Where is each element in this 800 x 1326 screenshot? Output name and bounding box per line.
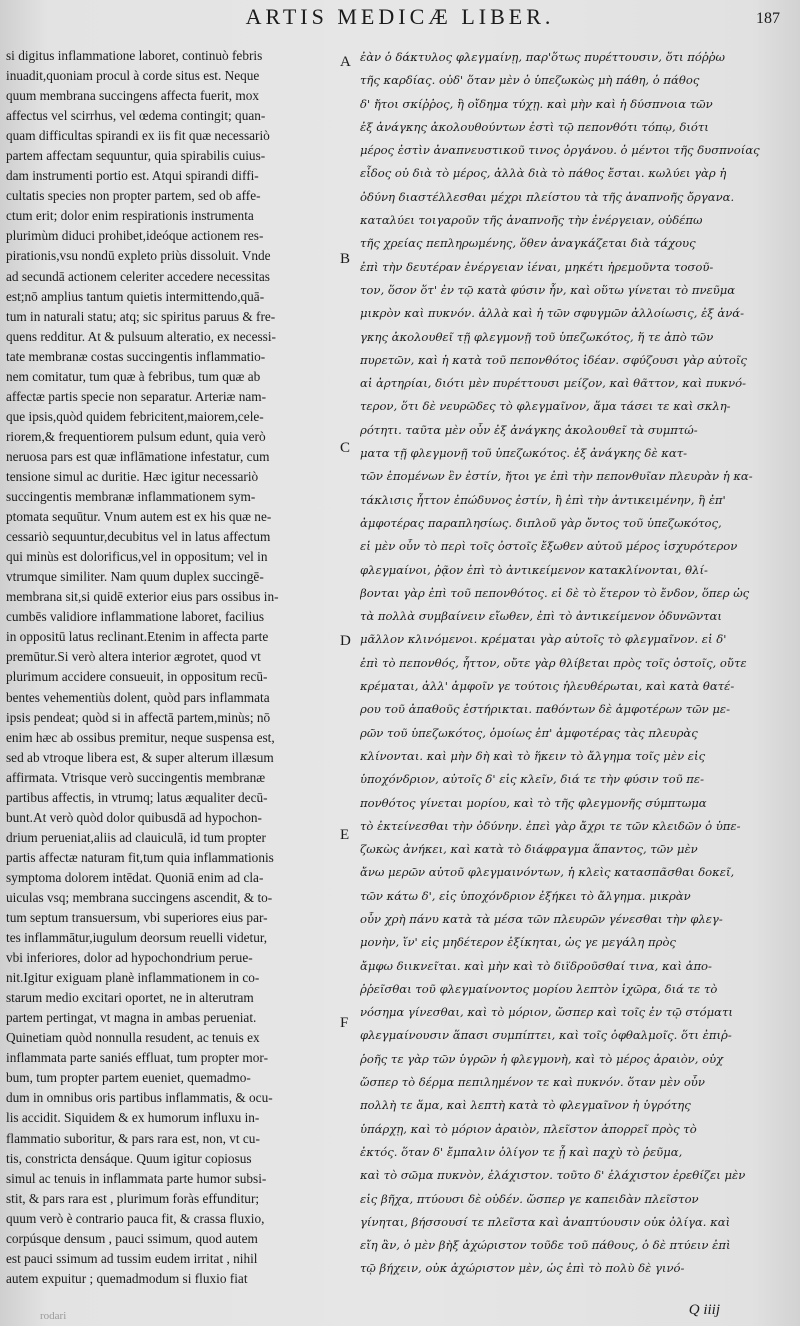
- greek-text-line: εἰς βῆχα, πτύουσι δὲ οὐδέν. ὥσπερ γε καπειδὰν πλεῖστον: [360, 1191, 699, 1206]
- greek-text-line: ἐξ ἀνάγκης ἀκολουθούντων ἐστὶ τῷ πεπονθότι τόπῳ, διότι: [360, 119, 709, 134]
- greek-text-line: μικρὸν καὶ πυκνόν. ἀλλὰ καὶ ἡ τῶν σφυγμῶν ἀλλοίωσις, ἐξ ἀνά-: [360, 306, 745, 321]
- latin-text-line: sed ab vtroque libera est, & super alterum illæsum: [6, 749, 274, 765]
- greek-text-line: ἐπὶ τὴν δευτέραν ἐνέργειαν ἰέναι, μηκέτι ἠρεμοῦντα τοσοῦ-: [360, 259, 714, 274]
- greek-text-line: τῷ βήχειν, οὐκ ἀχώριστον μὲν, ὡς ἐπὶ τὸ πολὺ δὲ γινό-: [360, 1261, 685, 1276]
- latin-text-line: dam instrumenti portio est. Atqui spirandi diffi-: [6, 168, 259, 184]
- margin-marker-c: C: [340, 440, 351, 456]
- greek-text-line: τῆς χρείας πεπληρωμένης, ὅθεν ἀναγκάζεται διὰ τάχους: [360, 236, 696, 251]
- latin-text-line: inflammata parte saniés effluat, tum propter mor-: [6, 1050, 269, 1066]
- latin-text-line: Quinetiam quòd nonnulla resudent, ac tenuis ex: [6, 1030, 260, 1046]
- latin-text-line: affectus vel scirrhus, vel œdema contingit; quan-: [6, 108, 266, 124]
- latin-text-line: ctum erit; dolor enim respirationis instrumenta: [6, 208, 254, 224]
- greek-text-line: βονται γὰρ ἐπὶ τοῦ πεπονθότος. εἰ δὲ τὸ ἕτερον τὸ ἔνδον, ὅπερ ὡς: [360, 585, 750, 600]
- latin-text-line: lis accidit. Siquidem & ex humorum influxu in-: [6, 1110, 260, 1126]
- latin-text-line: quum verò è contrario pauca fit, & crassa fluxio,: [6, 1210, 265, 1226]
- latin-text-line: partibus affectis, in vtrumq; latus æqualiter decū-: [6, 789, 268, 805]
- latin-text-line: que ipsis,quòd quidem febricitent,maiorem,cele-: [6, 408, 264, 424]
- greek-text-line: ζωκὼς ἀνήκει, καὶ κατὰ τὸ διάφραγμα ἅπαντος, τῶν μὲν: [360, 842, 698, 857]
- greek-text-line: ἄνω μερῶν αὐτοῦ φλεγμαινόντων, ἡ κλεὶς κατασπᾶσθαι δοκεῖ,: [360, 865, 735, 880]
- latin-text-line: succingentis membranæ inflammationem sym-: [6, 489, 256, 505]
- greek-text-line: τον, ὅσον ὅτ' ἐν τῷ κατὰ φύσιν ἦν, καὶ οὕτω γίνεται τὸ πνεῦμα: [360, 282, 736, 297]
- greek-text-line: κλίνονται. καὶ μὴν δὴ καὶ τὸ ἥκειν τὸ ἄλγημα τοῖς μὲν εἰς: [360, 748, 706, 763]
- latin-text-line: tis, constricta densáque. Quum igitur copiosus: [6, 1150, 252, 1166]
- latin-text-line: quam difficultas spirandi ex iis fit quæ necessariò: [6, 128, 270, 144]
- greek-text-line: τὸ ἐκτείνεσθαι τὴν ὀδύνην. ἐπεὶ γὰρ ἄχρι τε τῶν κλειδῶν ὁ ὑπε-: [360, 818, 741, 833]
- greek-text-line: εἰ μὲν οὖν τὸ περὶ τοῖς ὀστοῖς ἔξωθεν αὐτοῦ μέρος ἰσχυρότερον: [360, 539, 738, 554]
- greek-text-line: τῶν κάτω δ', εἰς ὑποχόνδριον ἐξήκει τὸ ἄλγημα. μικρὰν: [360, 888, 691, 903]
- latin-text-line: bum, tum propter partem eueniet, quemadmo-: [6, 1070, 251, 1086]
- latin-text-line: bunt.At verò quòd dolor quibusdā ad hypochon-: [6, 809, 262, 825]
- latin-text-line: ad secundā actionem celeriter accedere necessitas: [6, 268, 270, 284]
- greek-text-line: ἐπὶ τὸ πεπονθός, ἧττον, οὔτε γὰρ θλίβεται πρὸς τοῖς ὀστοῖς, οὔτε: [360, 655, 747, 670]
- latin-text-line: si digitus inflammatione laboret, continuò febris: [6, 48, 263, 63]
- signature-mark: Q iiij: [688, 1302, 720, 1318]
- greek-text-line: νόσημα γίνεσθαι, καὶ τὸ μόριον, ὥσπερ καὶ τοῖς ἐν τῷ στόματι: [360, 1005, 733, 1020]
- greek-text-line: ῤῥεῖσθαι τοῦ φλεγμαίνοντος μορίου λεπτὸν ἰχῶρα, διά τε τὸ: [360, 981, 718, 996]
- latin-text-line: tate membranæ costas succingentis inflammatio-: [6, 348, 266, 364]
- greek-text-line: ὑπάρχῃ, καὶ τὸ μόριον ἀραιὸν, πλεῖστον ἀπορρεῖ πρὸς τὸ: [360, 1121, 697, 1136]
- latin-text-line: in oppositū latus reclinant.Etenim in affecta parte: [6, 629, 269, 645]
- latin-text-line: flammatio suboritur, & pars rara est, non, vt cu-: [6, 1130, 260, 1146]
- latin-text-line: plurimùm diduci prohibet,ideóque actionem res-: [6, 228, 264, 244]
- greek-text-line: ρότητι. ταῦτα μὲν οὖν ἐξ ἀνάγκης ἀκολουθεῖ τὰ συμπτώ-: [360, 422, 698, 437]
- greek-text-line: ἐκτός. ὅταν δ' ἔμπαλιν ὀλίγον τε ᾖ καὶ παχὺ τὸ ῥεῦμα,: [360, 1144, 683, 1159]
- running-title: ARTIS MEDICÆ LIBER.: [245, 4, 555, 29]
- greek-text-line: ρῶν τοῦ ὑπεζωκότος, ὁμοίως ἐπ' ἀμφοτέρας τὰς πλευρὰς: [360, 725, 698, 740]
- greek-text-line: [360, 1281, 790, 1286]
- latin-text-line: est;nō amplius tantum quietis intermittendo,quā-: [6, 288, 265, 304]
- greek-text-line: ῥοῆς τε γὰρ τῶν ὑγρῶν ἡ φλεγμονὴ, καὶ τὸ μέρος ἀραιὸν, οὐχ: [360, 1051, 724, 1066]
- greek-text-line: καὶ τὸ σῶμα πυκνὸν, ἐλάχιστον. τοῦτο δ' ἐλάχιστον ἐρεθίζει μὲν: [360, 1168, 746, 1183]
- greek-text-line: γκης ἀκολουθεῖ τῇ φλεγμονῇ τοῦ ὑπεζωκότος, ἥ τε ἀπὸ τῶν: [360, 329, 714, 344]
- greek-text-line: ἀμφοτέρας παραπλησίως. διπλοῦ γὰρ ὄντος τοῦ ὑπεζωκότος,: [360, 515, 722, 530]
- latin-text-line: neruosa pars est quæ inflāmatione infestatur, cum: [6, 448, 270, 464]
- latin-text-line: cultatis species non propter partem, sed ob affe-: [6, 188, 261, 204]
- greek-text-line: οὖν χρὴ πάνυ κατὰ τὰ μέσα τῶν πλευρῶν γένεσθαι τὴν φλεγ-: [360, 911, 723, 926]
- latin-text-line: partis affectæ naturam fit,tum quia inflammationis: [6, 849, 274, 865]
- latin-text-line: quum membrana succingens affecta fuerit, mox: [6, 88, 260, 104]
- latin-text-line: cumbēs validiore inflammatione laboret, facilius: [6, 609, 265, 625]
- latin-text-line: premūtur.Si verò altera interior ægrotet, quod vt: [6, 649, 261, 665]
- latin-text-line: nit.Igitur exiguam planè inflammationem in co-: [6, 970, 260, 986]
- latin-text-line: starum medio excitari oportet, ne in alterutram: [6, 990, 254, 1006]
- latin-text-line: symptoma dolorem intēdat. Quoniā enim ad cla-: [6, 869, 264, 885]
- greek-text-line: τὰ πολλὰ συμβαίνειν εἴωθεν, ἐπὶ τὸ ἀντικείμενον ὀδυνῶνται: [360, 609, 722, 624]
- greek-text-line: φλεγμαίνουσιν ἅπασι συμπίπτει, καὶ τοῖς ὀφθαλμοῖς. ὅτι ἐπιῤ-: [360, 1028, 732, 1043]
- latin-text-column: [6, 46, 336, 1286]
- latin-text-line: uiculas vsq; membrana succingens ascendit, & to-: [6, 889, 273, 905]
- greek-text-column: [360, 46, 790, 1286]
- latin-text-line: bentes vehementiùs dolent, quòd pars inflammata: [6, 689, 270, 705]
- greek-text-line: δ' ἤτοι σκίῤῥος, ἢ οἴδημα τύχῃ. καὶ μὴν καὶ ἡ δύσπνοια τῶν: [360, 96, 713, 111]
- latin-text-line: ptomata sequūtur. Vnum autem est ex his quæ ne-: [6, 509, 272, 525]
- greek-text-line: τάκλισις ἧττον ἐπώδυνος ἐστίν, ἢ ἐπὶ τὴν ἀντικειμένην, ἢ ἐπ': [360, 492, 726, 507]
- greek-text-line: ρου τοῦ ἀπαθοῦς ἐστήρικται. παθόντων δὲ ἀμφοτέρων τῶν με-: [360, 702, 731, 717]
- greek-text-line: τῶν ἑπομένων ἓν ἐστίν, ἤτοι γε ἐπὶ τὴν πεπονθυῖαν πλευρὰν ἡ κα-: [360, 469, 753, 484]
- latin-text-line: pirationis,vsu nondū expleto priùs dissoluit. Vnde: [6, 248, 271, 264]
- latin-text-line: membrana sit,si quidē exterior eius pars ossibus in-: [6, 589, 279, 605]
- latin-text-line: vbi inferiores, dolor ad hypochondrium perue-: [6, 950, 253, 966]
- greek-text-line: ὥσπερ τὸ δέρμα πεπιλημένον τε καὶ πυκνόν. ὅταν μὲν οὖν: [360, 1075, 705, 1090]
- latin-text-line: corpúsque densum , pauci ssimum, quod autem: [6, 1230, 258, 1246]
- greek-text-line: κρέμαται, ἀλλ' ἀμφοῖν γε τούτοις ἠλευθέρωται, καὶ κατὰ θατέ-: [360, 679, 735, 694]
- latin-text-line: quens redditur. At & pulsuum alteratio, ex necessi-: [6, 328, 276, 344]
- latin-text-line: drium perueniat,aliis ad clauiculā, id tum propter: [6, 829, 266, 845]
- latin-text-line: est pauci ssimum ad tussim eudem irritat , nihil: [6, 1250, 258, 1266]
- latin-text-line: enim hæc ab ossibus premitur, neque suspensa est,: [6, 729, 275, 745]
- greek-text-line: μᾶλλον κλινόμενοι. κρέμαται γὰρ αὐτοῖς τὸ φλεγμαῖνον. εἰ δ': [360, 632, 727, 647]
- latin-text-line: dum in omnibus oris partibus inflammatis, & ocu-: [6, 1090, 273, 1106]
- greek-text-line: ὀδύνη διαστέλλεσθαι μέχρι πλείστου τὰ τῆς ἀναπνοῆς ὄργανα.: [360, 189, 735, 204]
- greek-text-line: πολλὴ τε ἅμα, καὶ λεπτὴ κατὰ τὸ φλεγμαῖνον ἡ ὑγρότης: [360, 1098, 691, 1113]
- latin-text-line: simul ac tenuis in inflammata parte humor subsi-: [6, 1170, 267, 1186]
- margin-marker-e: E: [340, 827, 350, 843]
- latin-text-line: tum septum transuersum, vbi superiores eius par-: [6, 910, 268, 926]
- latin-text-line: riorem,& frequentiorem pulsum edunt, quia verò: [6, 428, 266, 444]
- bottom-stamp: rodari: [40, 1310, 67, 1322]
- latin-text-line: nem comitatur, tum quæ à febribus, tum quæ ab: [6, 368, 261, 384]
- greek-text-line: ἄμφω διικνεῖται. καὶ μὴν καὶ τὸ διϊδροῦσθαί τινα, καὶ ἀπο-: [360, 958, 712, 973]
- greek-text-line: μονὴν, ἵν' εἰς μηδέτερον ἐξίκηται, ὡς γε μεγάλη πρὸς: [360, 935, 676, 950]
- latin-text-line: qui minùs est dolorificus,vel in oppositum; vel in: [6, 549, 268, 565]
- latin-text-line: tensione simul ac duritie. Hæc igitur necessariò: [6, 468, 259, 484]
- latin-text-line: stit, & pars rara est , plurimum foràs effunditur;: [6, 1190, 260, 1206]
- greek-text-line: γίνηται, βήσσουσί τε πλεῖστα καὶ ἀναπτύουσιν οὐκ ὀλίγα. καὶ: [360, 1214, 731, 1229]
- latin-text-line: ipsis pendeat; quòd si in affectā partem,minùs; nō: [6, 709, 271, 725]
- greek-text-line: αἱ ἀρτηρίαι, διότι μὲν πυρέττουσι μείζον, καὶ θᾶττον, καὶ πυκνό-: [360, 376, 747, 391]
- page-number: 187: [756, 10, 780, 27]
- greek-text-line: πονθότος γίνεται μορίου, καὶ τὸ τῆς φλεγμονῆς σύμπτωμα: [360, 795, 707, 810]
- latin-text-line: vtrumque similiter. Nam quum duplex succingē-: [6, 569, 264, 585]
- latin-text-line: inuadit,quoniam procul à corde situs est. Neque: [6, 68, 260, 84]
- greek-text-line: φλεγμαίνοι, ῥᾷον ἐπὶ τὸ ἀντικείμενον κατακλίνονται, θλί-: [360, 562, 708, 577]
- greek-text-line: τερον, ὅτι δὲ νευρῶδες τὸ φλεγμαῖνον, ἅμα τάσει τε καὶ σκλη-: [360, 399, 731, 414]
- greek-text-line: ματα τῇ φλεγμονῇ τοῦ ὑπεζωκότος. ἐξ ἀνάγκης δὲ κατ-: [360, 446, 688, 461]
- margin-marker-b: B: [340, 251, 351, 267]
- latin-text-line: partem affectam sequuntur, quia spirabilis cuius-: [6, 148, 266, 164]
- latin-text-line: plurimum accidere consueuit, in oppositum recū-: [6, 669, 268, 685]
- greek-text-line: εἴη ἂν, ὁ μὲν βὴξ ἀχώριστον τοῦδε τοῦ πάθους, ὁ δὲ πτύειν ἐπὶ: [360, 1238, 731, 1253]
- margin-marker-d: D: [340, 633, 351, 649]
- margin-marker-f: F: [340, 1015, 349, 1031]
- latin-text-line: cessariò sequuntur,decubitus vel in latus affectum: [6, 529, 271, 545]
- latin-text-line: autem expuitur ; quemadmodum si fluxio fiat: [6, 1270, 248, 1286]
- greek-text-line: ἐὰν ὁ δάκτυλος φλεγμαίνῃ, παρ'ὅτως πυρέττουσιν, ὅτι πόῤῥω: [360, 50, 725, 64]
- latin-text-line: tes inflammātur,iugulum deorsum reuelli videtur,: [6, 930, 268, 946]
- margin-marker-a: A: [340, 54, 351, 70]
- latin-text-line: partem pertingat, vt magna in ambas perueniat.: [6, 1010, 257, 1026]
- greek-text-line: εἶδος οὐ διὰ τὸ μέρος, ἀλλὰ διὰ τὸ πάθος ἔσται. κωλύει γὰρ ἡ: [360, 166, 727, 181]
- greek-text-line: πυρετῶν, καὶ ἡ κατὰ τοῦ πεπονθότος ἰδέαν. σφύζουσι γὰρ αὐτοῖς: [360, 352, 747, 367]
- greek-text-line: καταλύει τοιγαροῦν τῆς ἀναπνοῆς τὴν ἐνέργειαν, οὐδέπω: [360, 213, 703, 228]
- latin-text-line: affectæ partis specie non separatur. Arteriæ nam-: [6, 388, 267, 404]
- latin-text-line: tum in naturali statu; atq; sic spiritus paruus & fre-: [6, 308, 276, 324]
- greek-text-line: ὑποχόνδριον, αὐτοῖς δ' εἰς κλεῖν, διά τε τὴν φύσιν τοῦ πε-: [360, 772, 705, 787]
- greek-text-line: τῆς καρδίας. οὐδ' ὅταν μὲν ὁ ὑπεζωκὼς μὴ πάθη, ὁ πάθος: [360, 73, 700, 88]
- page-header: [0, 4, 800, 34]
- latin-text-line: affirmata. Vtrisque verò succingentis membranæ: [6, 769, 266, 785]
- greek-text-line: μέρος ἐστὶν ἀναπνευστικοῦ τινος ὀργάνου. ὁ μέντοι τῆς δυσπνοίας: [360, 143, 760, 158]
